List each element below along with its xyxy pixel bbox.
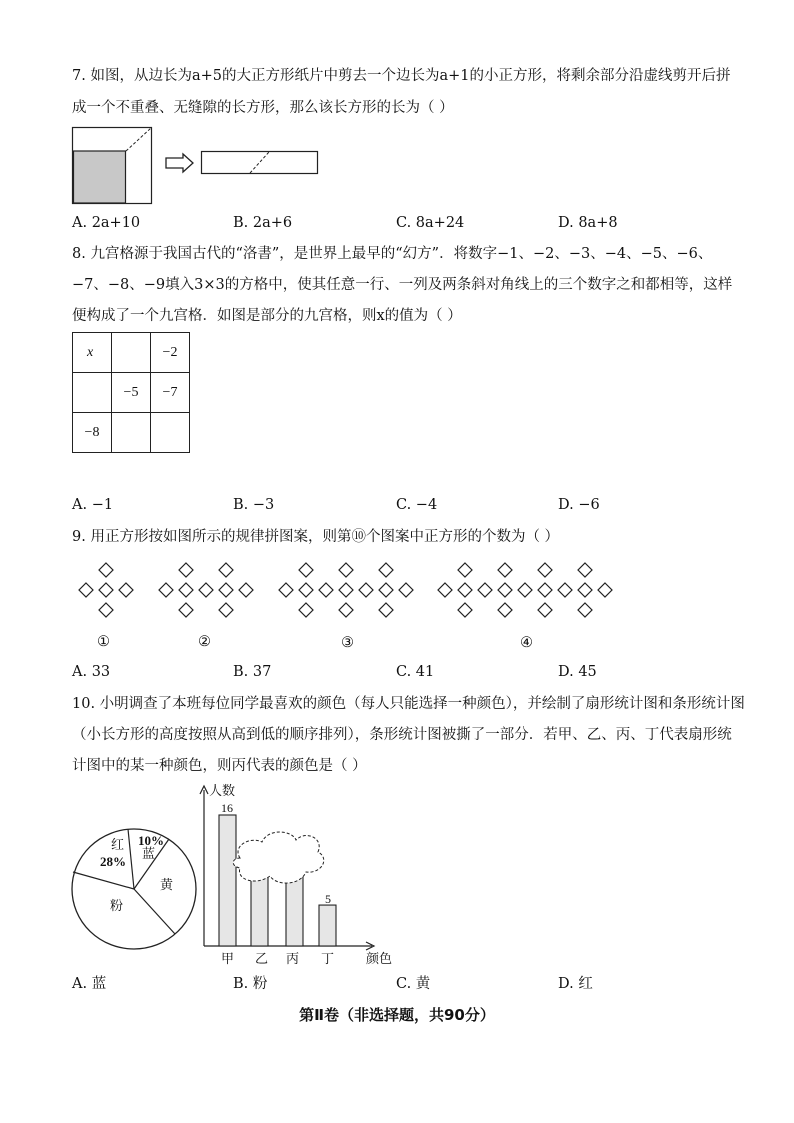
q9-label-3: ③ <box>341 635 354 651</box>
q10-option-c[interactable]: C. 黄 <box>396 976 431 992</box>
grid-cell: −8 <box>73 413 112 453</box>
bar-torn-1 <box>251 877 268 946</box>
q8-option-a[interactable]: A. −1 <box>72 497 114 513</box>
q8-option-d[interactable]: D. −6 <box>558 497 600 513</box>
pie-label-blue: 蓝 <box>142 847 156 862</box>
q8-line1: 8. 九宫格源于我国古代的“洛書”，是世界上最早的“幻方”．将数字−1、−2、−3、−4、−5、−6、 <box>72 246 713 262</box>
torn-region <box>233 832 324 883</box>
q8-option-b[interactable]: B. −3 <box>233 497 275 513</box>
section-title: 第Ⅱ卷（非选择题，共90分） <box>299 1006 495 1024</box>
bar-ylabel: 人数 <box>209 784 236 799</box>
q7-line2: 成一个不重叠、无缝隙的长方形，那么该长方形的长为（ ） <box>72 100 454 116</box>
q7-line1: 7. 如图，从边长为a+5的大正方形纸片中剪去一个边长为a+1的小正方形，将剩余部分沿虚线剪开后拼 <box>72 68 731 84</box>
q10-line1: 10. 小明调查了本班每位同学最喜欢的颜色（每人只能选择一种颜色），并绘制了扇形统计图和条形统计图 <box>72 696 745 712</box>
q9-option-c[interactable]: C. 41 <box>396 664 435 680</box>
q8-line2: −7、−8、−9填入3×3的方格中，使其任意一行、一列及两条斜对角线上的三个数字之和都相等，这样 <box>72 277 733 293</box>
bar-category-bing: 丙 <box>286 952 300 967</box>
q9-option-d[interactable]: D. 45 <box>558 664 597 680</box>
bar-value-label-ding: 5 <box>325 892 331 906</box>
bar-category-ding: 丁 <box>321 952 335 967</box>
q7-option-d[interactable]: D. 8a+8 <box>558 215 618 231</box>
grid-cell: x <box>73 333 112 373</box>
q10-option-d[interactable]: D. 红 <box>558 976 593 992</box>
q7-option-b[interactable]: B. 2a+6 <box>233 215 293 231</box>
q9-option-b[interactable]: B. 37 <box>233 664 272 680</box>
q8-option-c[interactable]: C. −4 <box>396 497 438 513</box>
pie-label-red: 红 <box>111 838 125 853</box>
bar-torn-2 <box>286 877 303 946</box>
bar-value-label-jia: 16 <box>221 801 233 815</box>
q9-label-1: ① <box>97 634 110 650</box>
q10-option-b[interactable]: B. 粉 <box>233 976 268 992</box>
q7-option-a[interactable]: A. 2a+10 <box>72 215 141 231</box>
pie-label-pink: 粉 <box>110 899 124 914</box>
grid-cell: −7 <box>151 373 190 413</box>
pie-value-red: 28% <box>100 854 126 869</box>
bar-0 <box>219 815 236 946</box>
q10-line2: （小长方形的高度按照从高到低的顺序排列），条形统计图被撕了一部分．若甲、乙、丙、丁代表扇形统 <box>72 727 732 743</box>
pie-label-yellow: 黄 <box>160 878 174 893</box>
bar-category-jia: 甲 <box>221 952 235 967</box>
pie-value-blue: 10% <box>138 833 164 848</box>
q8-line3: 便构成了一个九宫格．如图是部分的九宫格，则x的值为（ ） <box>72 308 462 324</box>
bar-3 <box>319 905 336 946</box>
bar-category-yi: 乙 <box>255 952 269 967</box>
grid-cell: −5 <box>112 373 151 413</box>
bar-xlabel: 颜色 <box>366 952 393 967</box>
q10-line3: 计图中的某一种颜色，则丙代表的颜色是（ ） <box>72 758 367 774</box>
grid-cell: −2 <box>151 333 190 373</box>
q9-label-4: ④ <box>520 635 533 651</box>
q10-option-a[interactable]: A. 蓝 <box>72 976 107 992</box>
q9-label-2: ② <box>198 634 211 650</box>
q7-option-c[interactable]: C. 8a+24 <box>396 215 465 231</box>
q9-line1: 9. 用正方形按如图所示的规律拼图案，则第⑩个图案中正方形的个数为（ ） <box>72 529 560 545</box>
q9-option-a[interactable]: A. 33 <box>72 664 111 680</box>
